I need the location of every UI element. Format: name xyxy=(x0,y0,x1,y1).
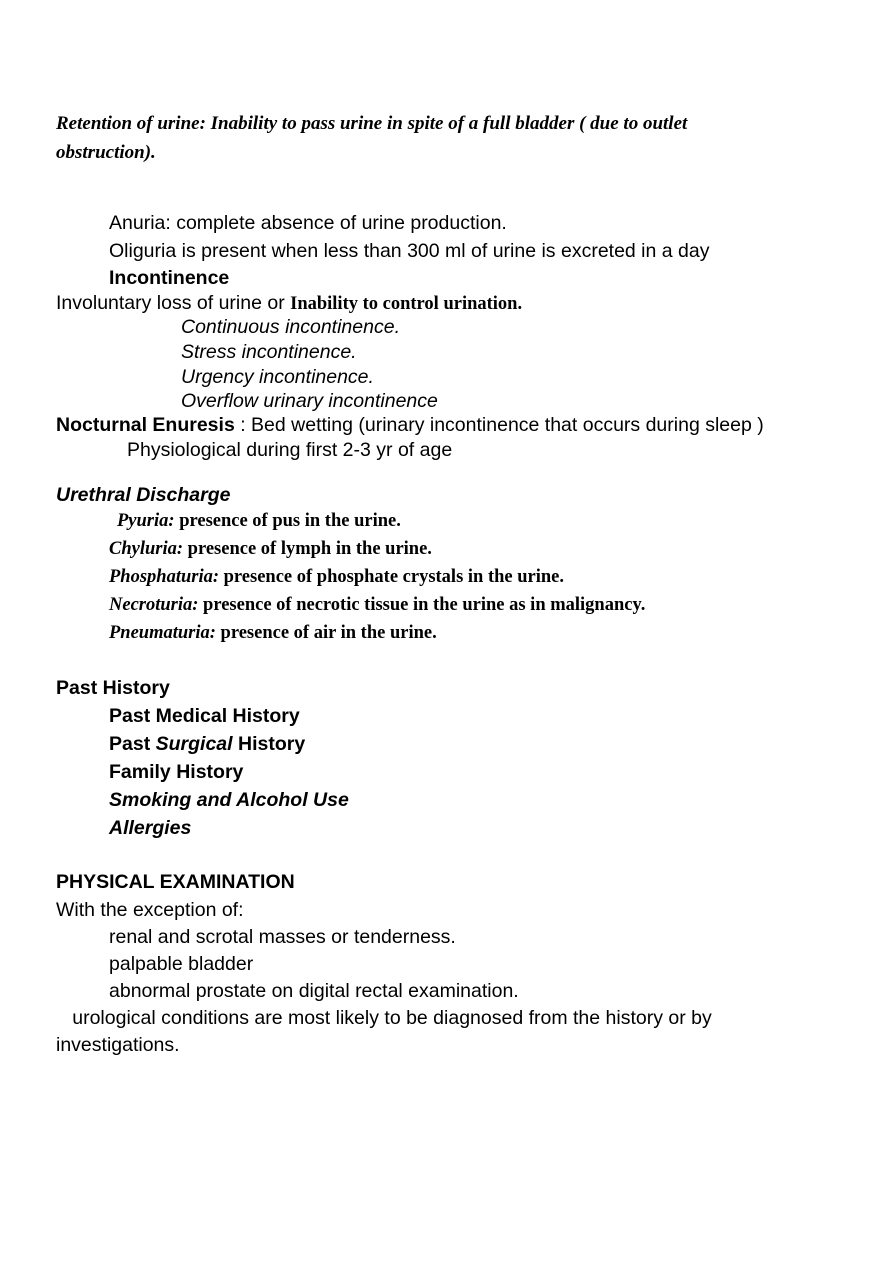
physical-item: palpable bladder xyxy=(109,953,254,975)
smoking-alcohol-use: Smoking and Alcohol Use xyxy=(109,789,349,811)
physical-item: renal and scrotal masses or tenderness. xyxy=(109,926,456,948)
discharge-item xyxy=(109,539,432,560)
enuresis-definition xyxy=(56,414,764,437)
surgical-italic: Surgical xyxy=(155,733,233,755)
incontinence-type: Urgency incontinence. xyxy=(181,366,374,388)
discharge-text: presence of lymph in the urine. xyxy=(183,539,432,559)
discharge-term: Chyluria: xyxy=(109,539,184,559)
physical-conclusion-line-2: investigations. xyxy=(56,1034,180,1056)
discharge-text: presence of phosphate crystals in the urine. xyxy=(219,567,565,587)
physical-conclusion-line-1: urological conditions are most likely to be diagnosed from the history or by xyxy=(56,1007,712,1029)
incontinence-definition xyxy=(56,292,522,315)
surgical-suffix: History xyxy=(232,733,306,755)
retention-line-1: Retention of urine: Inability to pass urine in spite of a full bladder ( due to outlet xyxy=(56,113,688,134)
enuresis-text: : Bed wetting (urinary incontinence that occurs during sleep ) xyxy=(234,414,764,436)
enuresis-note: Physiological during first 2-3 yr of age xyxy=(127,439,453,461)
retention-line-2: obstruction). xyxy=(56,142,156,163)
discharge-item xyxy=(117,511,401,532)
anuria-definition: Anuria: complete absence of urine production. xyxy=(109,212,507,234)
discharge-term: Phosphaturia: xyxy=(109,567,220,587)
incontinence-definition-bold: Inability to control urination. xyxy=(290,294,523,314)
incontinence-type: Overflow urinary incontinence xyxy=(181,390,438,412)
surgical-prefix: Past xyxy=(109,733,156,755)
oliguria-definition: Oliguria is present when less than 300 ml of urine is excreted in a day xyxy=(109,240,710,262)
physical-item: abnormal prostate on digital rectal examination. xyxy=(109,980,519,1002)
discharge-text: presence of air in the urine. xyxy=(215,623,437,643)
incontinence-definition-text: Involuntary loss of urine or xyxy=(56,292,291,314)
discharge-term: Pneumaturia: xyxy=(109,623,216,643)
allergies: Allergies xyxy=(109,817,192,839)
incontinence-type: Stress incontinence. xyxy=(181,341,357,363)
discharge-item xyxy=(109,623,437,644)
past-history-heading: Past History xyxy=(56,677,170,699)
incontinence-type: Continuous incontinence. xyxy=(181,316,400,338)
enuresis-term: Nocturnal Enuresis xyxy=(56,414,235,436)
family-history: Family History xyxy=(109,761,244,783)
discharge-term: Pyuria: xyxy=(117,511,175,531)
incontinence-heading: Incontinence xyxy=(109,267,230,289)
physical-intro: With the exception of: xyxy=(56,899,244,921)
discharge-text: presence of necrotic tissue in the urine as in malignancy. xyxy=(198,595,646,615)
discharge-item xyxy=(109,595,645,616)
physical-examination-heading: PHYSICAL EXAMINATION xyxy=(56,871,295,893)
discharge-text: presence of pus in the urine. xyxy=(174,511,401,531)
discharge-term: Necroturia: xyxy=(109,595,199,615)
past-medical-history: Past Medical History xyxy=(109,705,300,727)
past-surgical-history xyxy=(109,733,305,756)
urethral-discharge-heading: Urethral Discharge xyxy=(56,484,231,506)
discharge-item xyxy=(109,567,564,588)
